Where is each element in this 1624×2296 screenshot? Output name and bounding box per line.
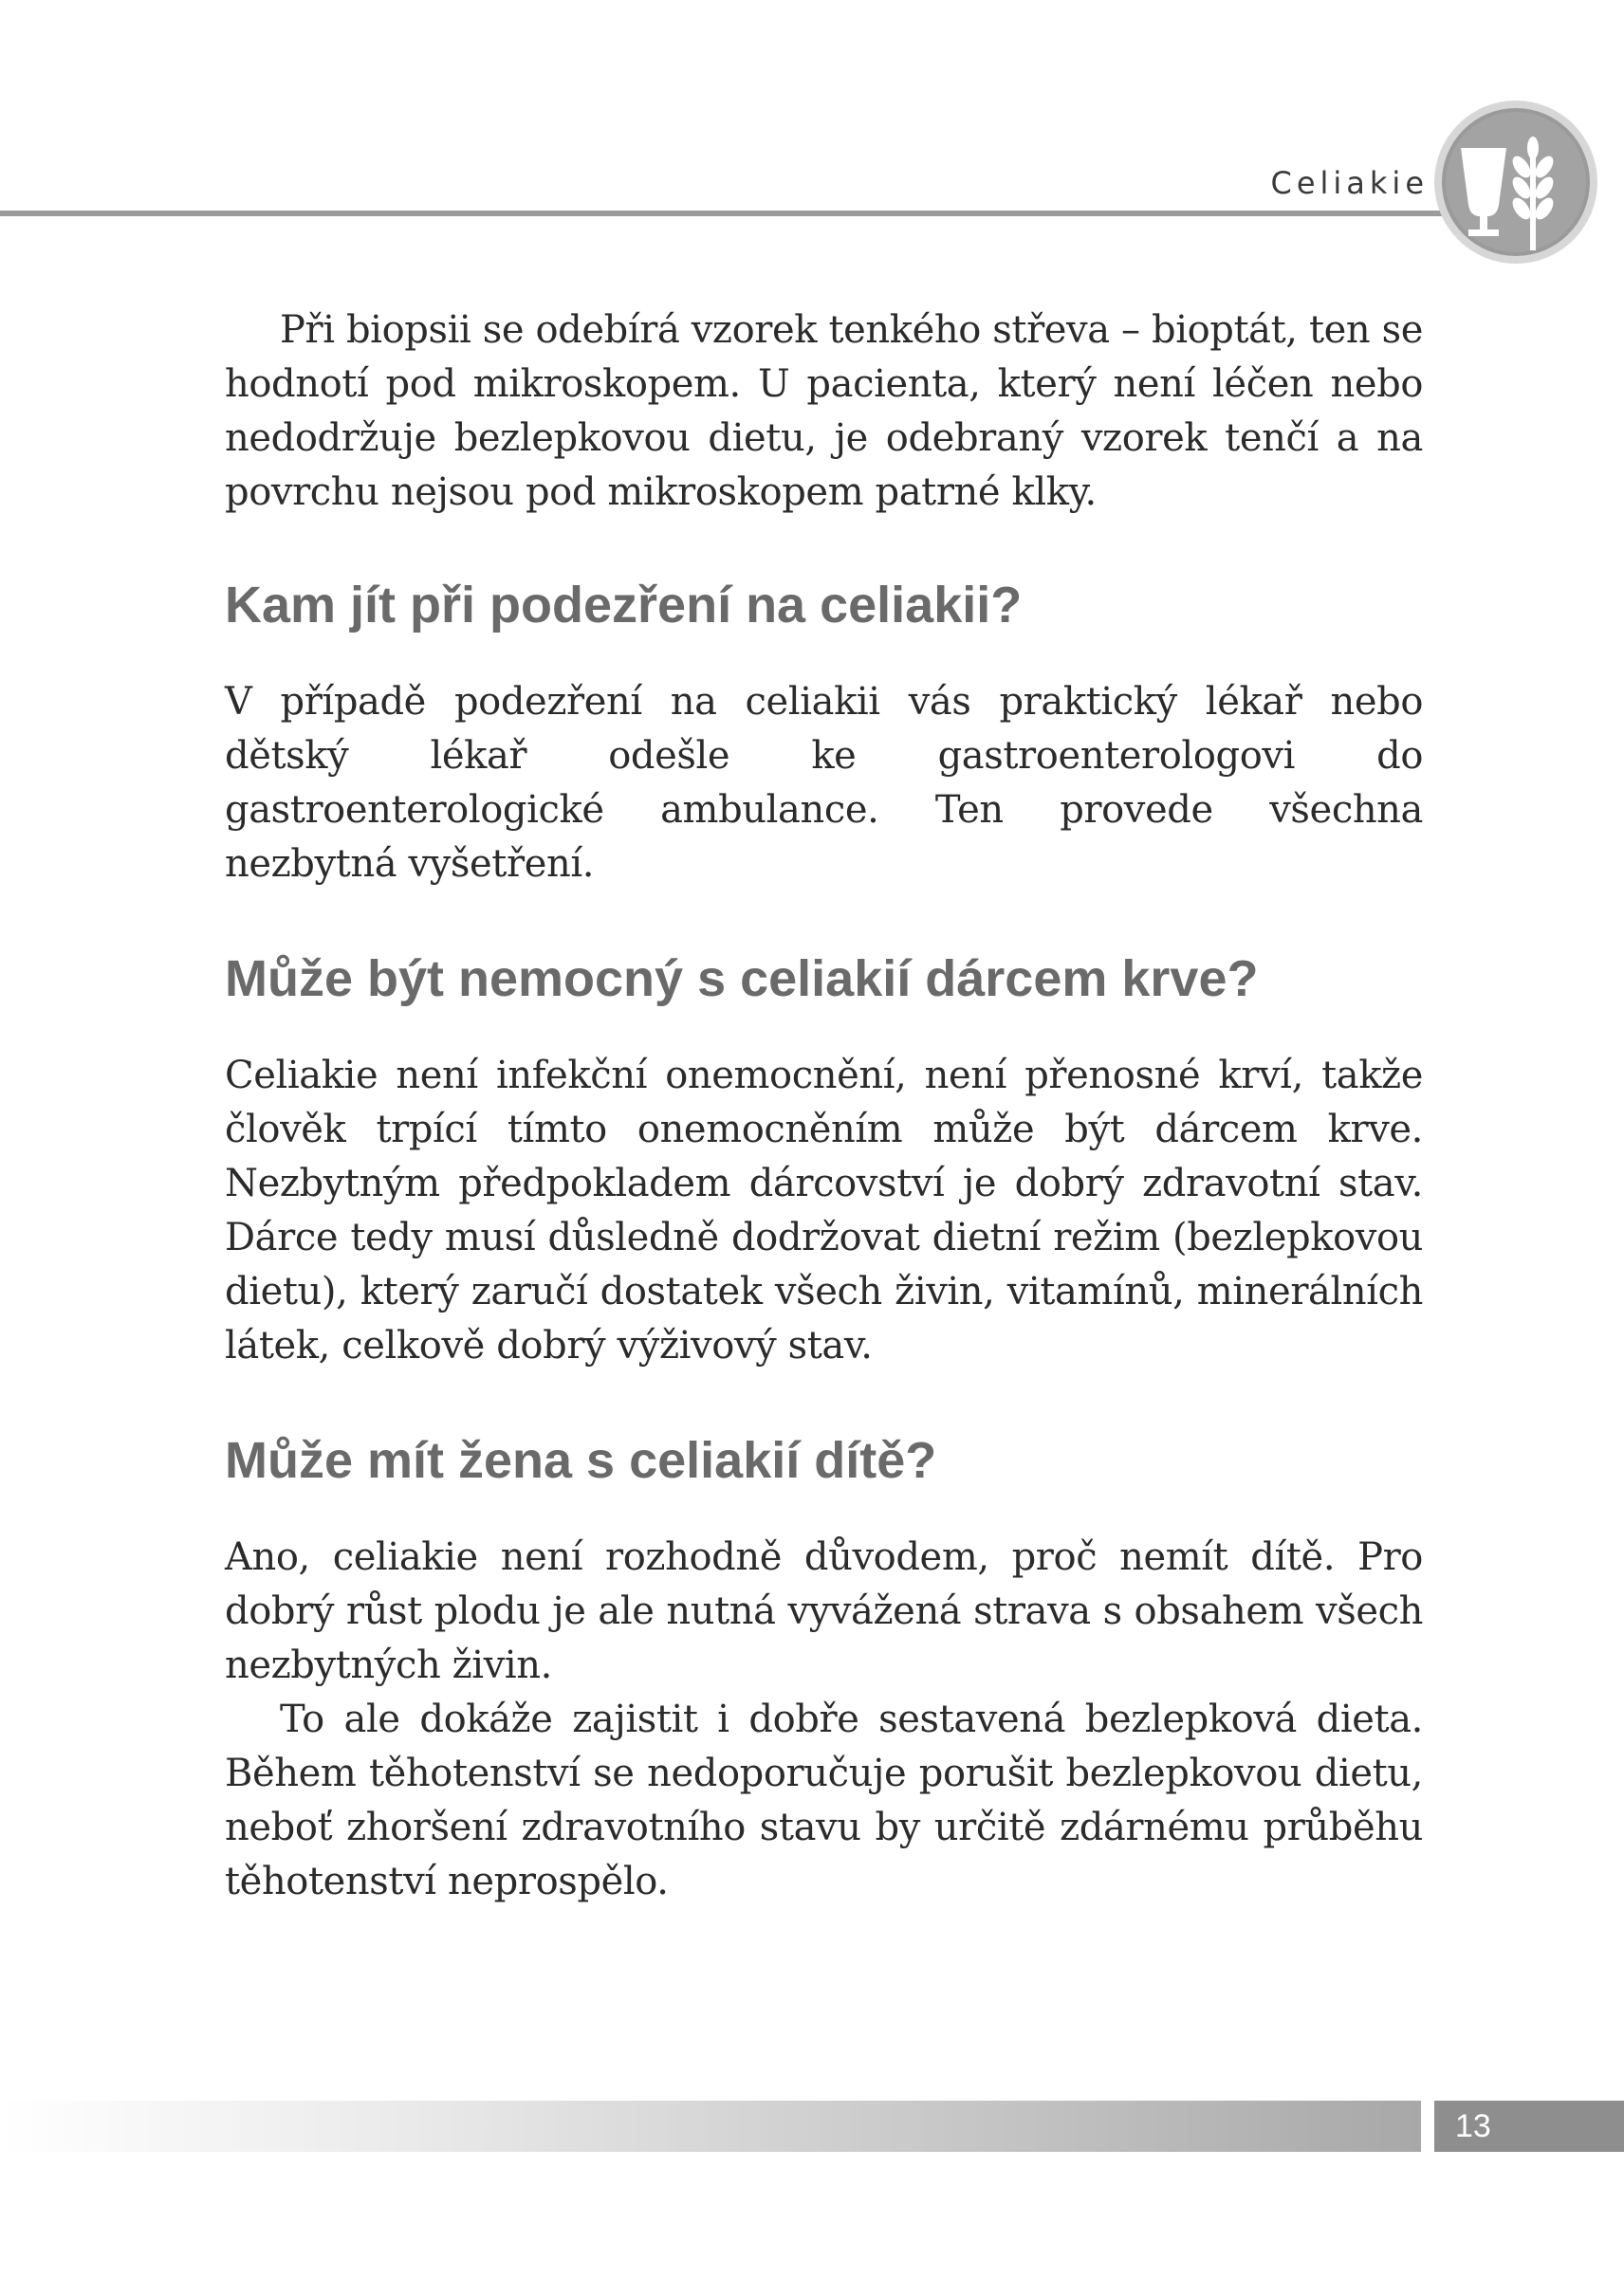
section-heading-pregnancy: Může mít žena s celiakií dítě? [225,1432,937,1489]
section-paragraph-pregnancy-1: Ano, celiakie není rozhodně důvodem, proč nemít dítě. Pro dobrý růst plodu je ale nutná vyvážená strava s obsahem všech nezbytných živin. [225,1535,1423,1687]
page-content [225,303,1423,1909]
section-paragraph-blood-donor: Celiakie není infekční onemocnění, není přenosné krví, takže člověk trpící tímto onemocněním může být dárcem krve. Nezbytným předpokladem dárcovství je dobrý zdravotní stav. Dárce tedy musí důsledně dodržovat dietní režim (bezlepkovou dietu), který zaručí dostatek všech živin, vitamínů, minerálních látek, celkově dobrý výživový stav. [225,1054,1423,1368]
section-paragraph-pregnancy-2: To ale dokáže zajistit i dobře sestavená bezlepková dieta. Během těhotenství se nedoporučuje porušit bezlepkovou dietu, neboť zhoršení zdravotního stavu by určitě zdárnému průběhu těhotenství neprospělo. [225,1698,1423,1903]
section-paragraph-suspicion: V případě podezření na celiakii vás praktický lékař nebo dětský lékař odešle ke gastroenterologovi do gastroenterologické ambulance. Ten provede všechna nezbytná vyšetření. [225,680,1423,886]
page-number: 13 [1455,2108,1491,2144]
section-heading-suspicion: Kam jít při podezření na celiakii? [225,577,1023,634]
running-title: Celiakie [1270,165,1429,201]
wheat-ear-icon [1432,99,1599,266]
section-heading-blood-donor: Může být nemocný s celiakií dárcem krve? [225,950,1259,1007]
intro-paragraph: Při biopsii se odebírá vzorek tenkého střeva – bioptát, ten se hodnotí pod mikroskopem. U pacienta, který není léčen nebo nedodržuje bezlepkovou dietu, je odebraný vzorek tenčí a na povrchu nejsou pod mikroskopem patrné klky. [225,308,1423,514]
footer-gradient-bar [0,2101,1421,2152]
header-rule [0,211,1461,216]
